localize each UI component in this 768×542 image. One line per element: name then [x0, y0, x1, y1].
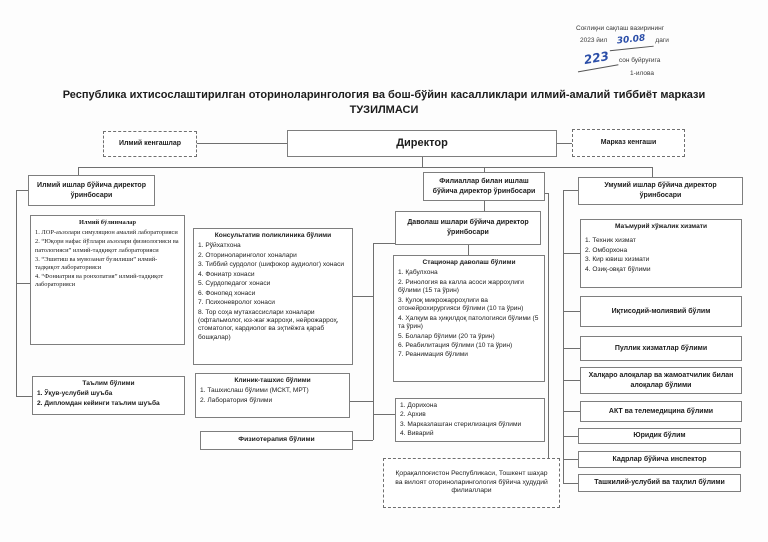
list-item: 1. Рўйхатхона — [198, 242, 241, 250]
connector — [16, 190, 17, 396]
list-item: 3. “Эшитиш ва мувозанат бузилиши” илмий-тадқиқот лабораторияси — [35, 255, 158, 271]
box-economy: Иқтисодий-молиявий бўлим — [580, 296, 742, 327]
box-legal: Юридик бўлим — [578, 428, 741, 444]
box-clinical-diagnostics — [195, 373, 350, 418]
box-physiotherapy: Физиотерапия бўлими — [200, 431, 353, 450]
connector — [563, 253, 580, 254]
connector — [16, 283, 30, 284]
list-item: 2. Оториноларинголог хоналари — [198, 251, 297, 259]
connector — [484, 201, 485, 211]
polyclinic-title: Консультатив поликлиника бўлими — [214, 232, 332, 239]
connector — [563, 411, 580, 412]
list-item: 2. Омборхона — [585, 246, 628, 254]
connector — [16, 396, 32, 397]
list-item: 1. ЛОР-аъзолари симуляцион амалий лабораторияси — [35, 229, 178, 237]
list-item: 6. Фонопед хонаси — [198, 289, 256, 297]
list-item: 7. Реанимация бўлими — [398, 351, 468, 359]
box-inpatient — [393, 255, 545, 382]
connector — [563, 348, 580, 349]
connector — [563, 459, 578, 460]
list-item: 1. Ташхислаш бўлими (МСКТ, МРТ) — [200, 387, 309, 395]
connector — [563, 380, 580, 381]
connector — [353, 296, 373, 297]
connector — [373, 243, 395, 244]
box-support-units — [395, 398, 545, 442]
list-item: 3. Тиббий сурдолог (шифокор аудиолог) хонаси — [198, 261, 345, 269]
box-deputy-general: Умумий ишлар бўйича директор ўринбосари — [578, 177, 743, 205]
box-scientific-councils: Илмий кенгашлар — [103, 131, 197, 157]
list-item: 2. Лаборатория бўлими — [200, 396, 273, 404]
connector — [563, 436, 578, 437]
box-org-method: Ташкилий-услубий ва таҳлил бўлими — [578, 474, 741, 492]
ministry-annotation — [576, 24, 748, 79]
list-item: 4. “Фониатрия ва ронхопатия” илмий-тадқиқот лабораторияси — [35, 273, 164, 289]
connector — [16, 190, 28, 191]
annotation-line-3 — [576, 49, 748, 69]
page-title-line-2: ТУЗИЛМАСИ — [349, 103, 419, 116]
connector — [563, 190, 578, 191]
list-item: 4. Озиқ-овқат бўлими — [585, 265, 651, 273]
box-deputy-science: Илмий ишлар бўйича директор ўринбосари — [28, 175, 155, 206]
science-units-title: Илмий бўлинмалар — [78, 219, 137, 226]
connector — [548, 193, 549, 458]
list-item: 1. Ўқув-услубий шуъба — [37, 390, 113, 398]
box-center-council: Марказ кенгаши — [572, 129, 685, 157]
connector — [563, 483, 578, 484]
connector — [557, 143, 572, 144]
handwritten-order-number: 223 — [575, 46, 619, 72]
connector — [652, 167, 653, 177]
box-paid-services: Пуллик хизматлар бўлими — [580, 336, 742, 361]
connector — [563, 190, 564, 483]
page-title — [0, 88, 768, 118]
page-title-line-1: Республика ихтисослаштирилган оториноларингология ва бош-бўйин касалликлари илмий-амалий тиббиёт маркази — [62, 89, 706, 101]
connector — [484, 167, 485, 172]
inpatient-title: Стационар даволаш бўлими — [422, 259, 516, 266]
list-item: 1. Қабулхона — [398, 269, 438, 277]
box-ict: АКТ ва телемедицина бўлими — [580, 401, 742, 422]
annotation-year: 2023 йил — [580, 37, 608, 45]
list-item: 3. Кир ювиш хизмати — [585, 256, 650, 264]
connector — [373, 414, 395, 415]
list-item: 6. Реабилитация бўлими (10 та ўрин) — [398, 341, 513, 349]
connector — [197, 143, 287, 144]
connector — [468, 245, 469, 255]
connector — [353, 440, 373, 441]
list-item: 5. Сурдопедагог хонаси — [198, 280, 271, 288]
list-item: 2. Дипломдан кейинги таълим шуъба — [37, 399, 160, 407]
list-item: 4. Виварий — [400, 430, 434, 438]
box-polyclinic — [193, 228, 353, 365]
box-director: Директор — [287, 130, 557, 157]
connector — [373, 243, 374, 440]
connector — [78, 167, 79, 175]
list-item: 4. Ҳалқум ва ҳиқилдоқ патологияси бўлими (5 та ўрин) — [398, 314, 539, 331]
list-item: 2. “Юқори нафас йўллари аъзолари физиологияси ва патологияси” илмий-тадқиқот лабораторияси — [35, 238, 179, 254]
list-item: 8. Тор соҳа мутахассислари хоналари (офтальмолог, юз-жағ жарроҳи, нейрожарроҳ, стоматолог, кардиолог ва эҳтиёжга қараб бошқалар) — [198, 308, 339, 341]
connector — [78, 167, 652, 168]
clinical-diagnostics-title: Клиник-ташхис бўлими — [234, 377, 311, 384]
list-item: 3. Марказлашган стерилизация бўлими — [400, 420, 522, 428]
list-item: 2. Ринология ва калла асоси жарроҳлиги бўлими (15 та ўрин) — [398, 278, 524, 295]
connector — [350, 401, 373, 402]
list-item: 1. Техник хизмат — [585, 237, 636, 245]
box-deputy-branches: Филиаллар билан ишлаш бўйича директор ўринбосари — [423, 172, 545, 201]
list-item: 4. Фониатр хонаси — [198, 270, 255, 278]
box-international: Халқаро алоқалар ва жамоатчилик билан алоқалар бўлими — [580, 367, 742, 394]
annotation-line-1: Соғлиқни сақлаш вазирининг — [576, 25, 665, 32]
list-item: 3. Қулоқ микрожарроҳлиги ва отонейрохирургияси бўлими (10 та ўрин) — [398, 296, 524, 313]
admin-service-title: Маъмурий хўжалик хизмати — [614, 223, 708, 230]
education-title: Таълим бўлими — [82, 380, 135, 387]
list-item: 1. Дорихона — [400, 402, 438, 409]
list-item: 5. Болалар бўлими (20 та ўрин) — [398, 332, 495, 340]
box-admin-service — [580, 219, 742, 288]
box-hr-inspector: Кадрлар бўйича инспектор — [578, 451, 741, 468]
annotation-line-4: 1-илова — [630, 69, 654, 77]
connector — [563, 311, 580, 312]
box-regional-branches: Қорақалпоғистон Республикаси, Тошкент шаҳар ва вилоят оториноларингология бўйича ҳудудий филиаллари — [383, 458, 560, 508]
handwritten-date: 30.08 — [608, 32, 654, 52]
annotation-dagi: даги — [655, 37, 669, 45]
box-deputy-treatment: Даволаш ишлари бўйича директор ўринбосари — [395, 211, 541, 245]
list-item: 2. Архив — [400, 411, 426, 419]
box-science-units — [30, 215, 185, 345]
list-item: 7. Психоневролог хонаси — [198, 299, 275, 307]
box-education — [32, 376, 185, 415]
annotation-order-text: сон буйруғига — [618, 57, 661, 64]
